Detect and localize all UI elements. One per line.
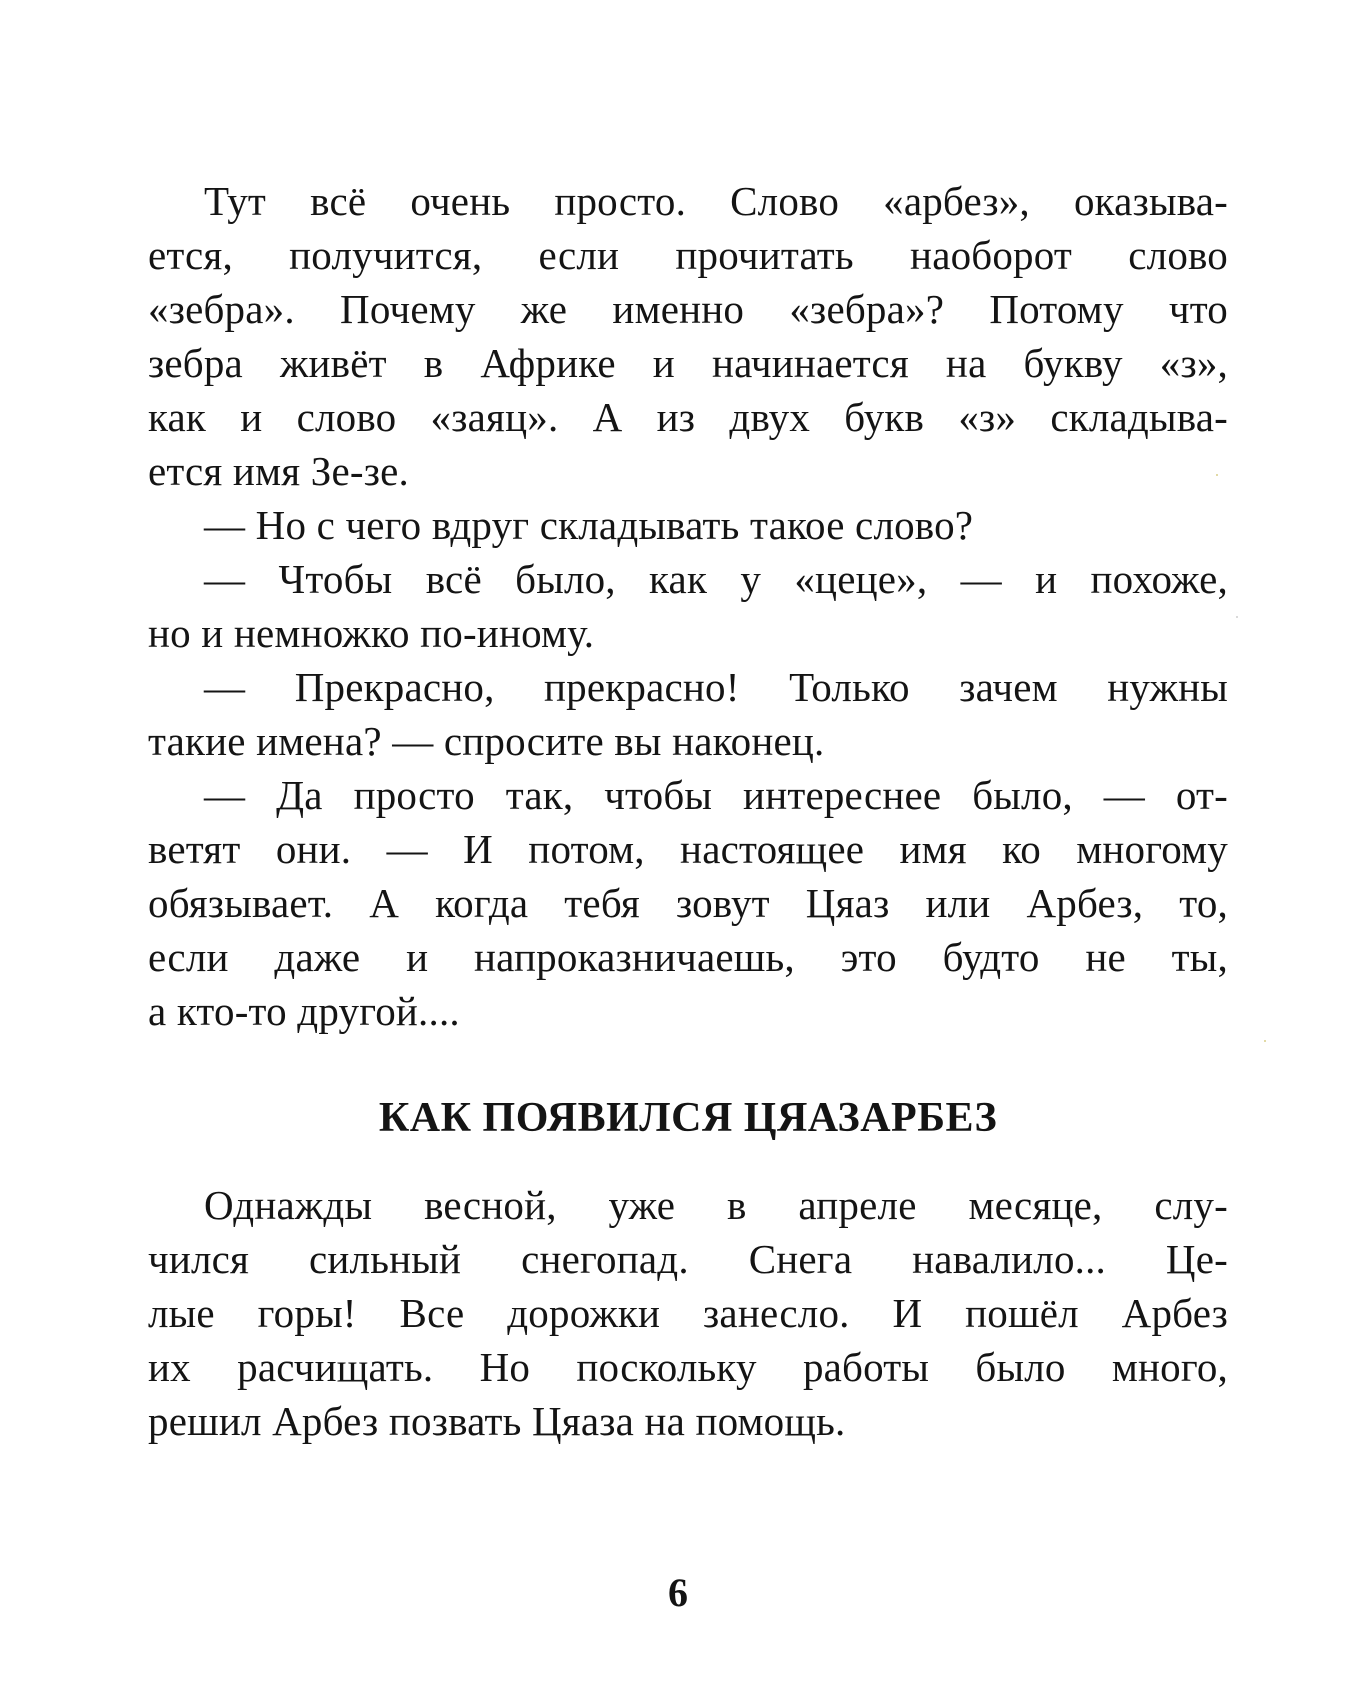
dialogue-line: а кто-то другой.... xyxy=(148,988,460,1034)
paragraph-line: Однажды весной, уже в апреле месяце, слу- xyxy=(204,1182,1228,1228)
story-text-block xyxy=(148,174,1228,1038)
dialogue-line: — Чтобы всё было, как у «цеце», — и похоже, xyxy=(204,556,1228,602)
print-speck xyxy=(1236,616,1238,618)
paragraph-line: ется имя Зе-зе. xyxy=(148,448,409,494)
section-heading: КАК ПОЯВИЛСЯ ЦЯАЗАРБЕЗ xyxy=(378,1095,998,1141)
print-speck xyxy=(1216,474,1218,476)
dialogue-line: — Да просто так, чтобы интереснее было, — от- xyxy=(204,772,1228,818)
print-speck xyxy=(1264,1040,1266,1042)
dialogue-line: если даже и напроказничаешь, это будто не ты, xyxy=(148,934,1228,980)
paragraph-line: их расчищать. Но поскольку работы было много, xyxy=(148,1344,1228,1390)
dialogue-line: обязывает. А когда тебя зовут Цяаз или Арбез, то, xyxy=(148,880,1228,926)
dialogue-line: такие имена? — спросите вы наконец. xyxy=(148,718,825,764)
paragraph-line: «зебра». Почему же именно «зебра»? Потому что xyxy=(148,286,1228,332)
dialogue-line: ветят они. — И потом, настоящее имя ко многому xyxy=(148,826,1228,872)
paragraph-line: лые горы! Все дорожки занесло. И пошёл Арбез xyxy=(148,1290,1228,1336)
dialogue-line: — Но с чего вдруг складывать такое слово? xyxy=(204,502,974,548)
dialogue-line: — Прекрасно, прекрасно! Только зачем нужны xyxy=(204,664,1228,710)
dialogue-line: но и немножко по-иному. xyxy=(148,610,595,656)
paragraph-line: решил Арбез позвать Цяаза на помощь. xyxy=(148,1398,846,1444)
paragraph-line: зебра живёт в Африке и начинается на букву «з», xyxy=(148,340,1228,386)
paragraph-line: Тут всё очень просто. Слово «арбез», оказыва- xyxy=(204,178,1228,224)
section-text-block xyxy=(148,1178,1228,1448)
paragraph-line: чился сильный снегопад. Снега навалило... Це- xyxy=(148,1236,1228,1282)
paragraph-line: ется, получится, если прочитать наоборот слово xyxy=(148,232,1228,278)
paragraph-line: как и слово «заяц». А из двух букв «з» складыва- xyxy=(148,394,1228,440)
page-number: 6 xyxy=(668,1570,688,1615)
